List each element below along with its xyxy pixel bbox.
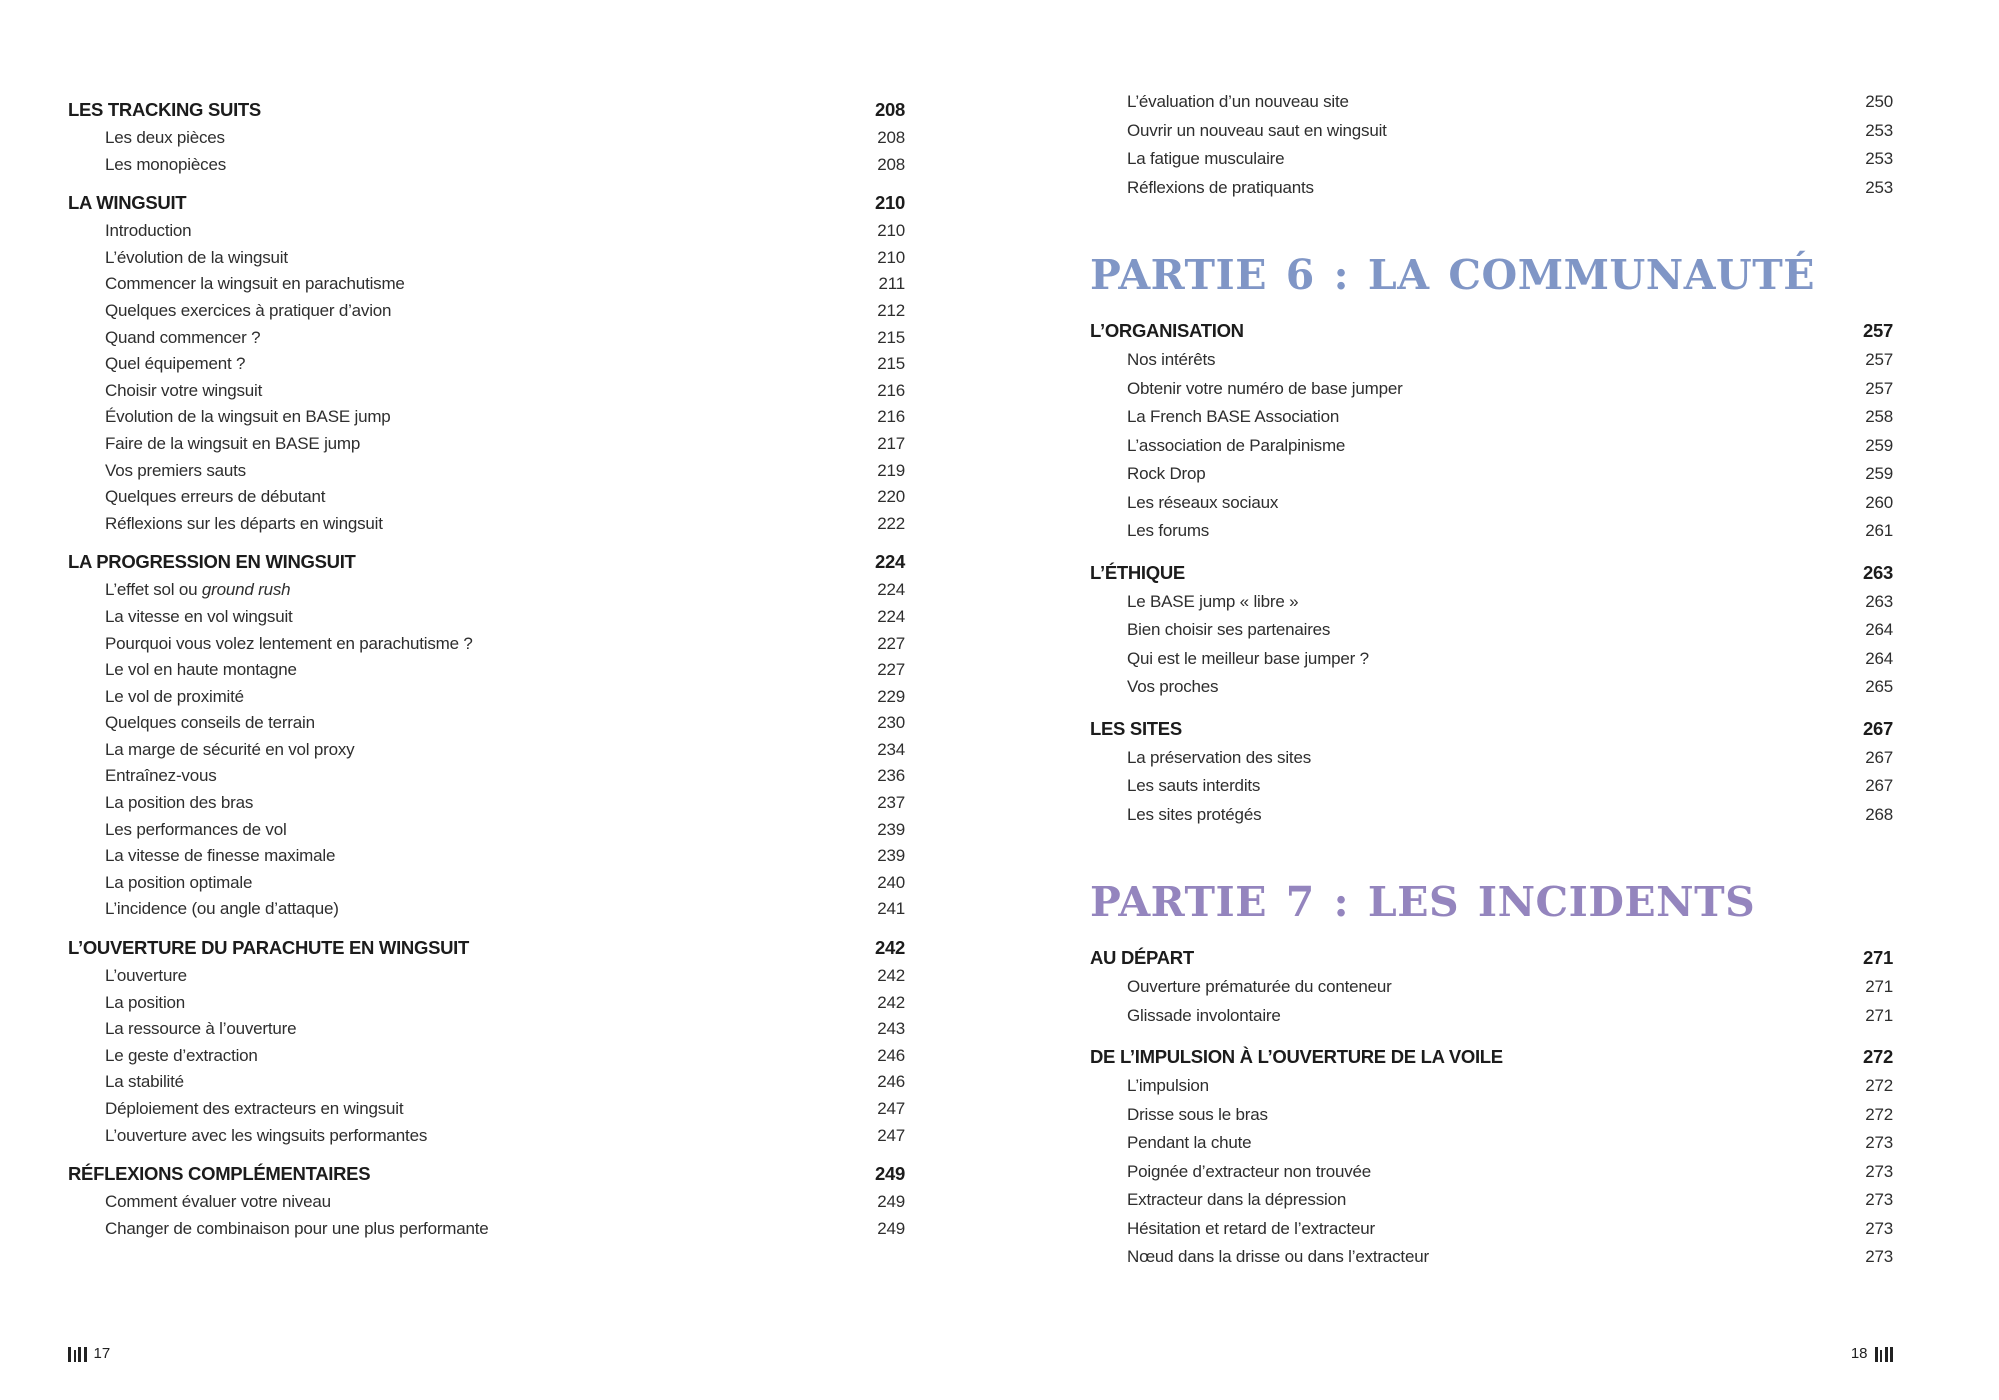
toc-entry-title: Changer de combinaison pour une plus performante (105, 1218, 489, 1238)
toc-entry-title: La ressource à l’ouverture (105, 1019, 297, 1039)
toc-entry-page: 271 (1865, 977, 1893, 996)
toc-entry-page: 271 (1865, 1005, 1893, 1025)
barcode-icon (1875, 1346, 1894, 1362)
toc-section-row (1090, 316, 1893, 346)
toc-entry-title: La position (105, 992, 186, 1012)
toc-entry-page: 210 (877, 221, 905, 241)
toc-entry-title: Pourquoi vous volez lentement en parachutisme ? (105, 633, 473, 653)
toc-entry-title: L’ouverture avec les wingsuits performantes (105, 1125, 428, 1145)
toc-entry-row (68, 737, 905, 764)
toc-entry-title: Ouvrir un nouveau saut en wingsuit (1127, 120, 1387, 140)
toc-entry-page: 259 (1865, 464, 1893, 483)
toc-entry-title: Évolution de la wingsuit en BASE jump (105, 407, 391, 427)
toc-entry-page: 264 (1865, 648, 1893, 668)
toc-section-page: 208 (875, 99, 905, 120)
toc-entry-page: 272 (1865, 1076, 1893, 1095)
toc-entry-page: 267 (1865, 747, 1893, 767)
toc-section-title: AU DÉPART (1090, 947, 1194, 968)
toc-entry-row (68, 271, 905, 298)
page-number-right: 18 (1850, 1345, 1868, 1362)
page-footer-right (1851, 1345, 1893, 1362)
toc-entry-row (68, 604, 905, 631)
toc-entry-title: L’effet sol ou ground rush (105, 580, 291, 600)
toc-entry-title: Vos proches (1127, 677, 1219, 696)
toc-entry-title: Les monopièces (105, 154, 226, 174)
toc-entry-title: Quand commencer ? (105, 327, 261, 347)
toc-entry-page: 265 (1865, 677, 1893, 696)
toc-entry-row (1090, 772, 1893, 801)
toc-section-title: L’ÉTHIQUE (1090, 561, 1185, 583)
toc-entry-title: L’évolution de la wingsuit (105, 247, 288, 267)
toc-entry-row (1090, 489, 1893, 518)
toc-entry-page: 258 (1865, 407, 1893, 426)
toc-entry-row (1090, 973, 1893, 1002)
toc-entry-page: 267 (1865, 776, 1893, 795)
toc-entry-row (1090, 460, 1893, 489)
toc-entry-title: Le BASE jump « libre » (1127, 591, 1299, 611)
toc-entry-title: Quelques exercices à pratiquer d’avion (105, 300, 392, 320)
toc-entry-page: 249 (877, 1192, 905, 1212)
toc-section-title: DE L’IMPULSION À L’OUVERTURE DE LA VOILE (1090, 1046, 1503, 1067)
toc-section-page: 257 (1863, 320, 1893, 341)
toc-entry-row (68, 1096, 905, 1123)
toc-entry-row (68, 1189, 905, 1216)
toc-entry-page: 273 (1865, 1133, 1893, 1152)
toc-entry-page: 224 (877, 580, 905, 600)
toc-entry-row (1090, 588, 1893, 617)
toc-entry-row (1090, 673, 1893, 702)
toc-entry-page: 216 (877, 380, 905, 400)
toc-entry-row (68, 870, 905, 897)
toc-entry-page: 246 (877, 1045, 905, 1065)
toc-section-page: 224 (875, 551, 905, 573)
toc-entry-row (68, 817, 905, 844)
toc-entry-row (68, 218, 905, 245)
toc-entry-row (1090, 1002, 1893, 1031)
toc-entry-page: 210 (877, 247, 905, 267)
toc-entry-page: 227 (877, 633, 905, 653)
toc-entry-row (1090, 403, 1893, 432)
page-right (1000, 0, 1999, 1400)
toc-entry-title: Comment évaluer votre niveau (105, 1192, 331, 1212)
toc-entry-title: Quelques conseils de terrain (105, 713, 315, 733)
toc-entry-page: 259 (1865, 435, 1893, 455)
toc-entry-title: Obtenir votre numéro de base jumper (1127, 378, 1403, 398)
toc-entry-page: 208 (877, 128, 905, 147)
toc-section-title: LES SITES (1090, 717, 1182, 739)
toc-entry-row (1090, 1158, 1893, 1187)
toc-entry-row (68, 1123, 905, 1150)
toc-entry-page: 216 (877, 407, 905, 427)
toc-entry-title: Entraînez-vous (105, 766, 217, 786)
toc-entry-title: L’impulsion (1127, 1076, 1209, 1095)
toc-section-row (1090, 558, 1893, 588)
toc-entry-title: Poignée d’extracteur non trouvée (1127, 1161, 1372, 1181)
toc-entry-row (1090, 801, 1893, 830)
toc-entry-title: Le vol en haute montagne (105, 660, 297, 680)
toc-entry-title: Rock Drop (1127, 464, 1206, 483)
toc-entry-row (1090, 117, 1893, 146)
toc-entry-page: 212 (877, 300, 905, 320)
toc-entry-title: La French BASE Association (1127, 407, 1340, 426)
toc-section-row (1090, 1042, 1893, 1072)
toc-entry-title: Ouverture prématurée du conteneur (1127, 977, 1392, 996)
toc-entry-title: Les forums (1127, 521, 1210, 540)
toc-entry-page: 250 (1865, 92, 1893, 111)
toc-entry-page: 217 (877, 433, 905, 453)
toc-entry-title: Drisse sous le bras (1127, 1104, 1268, 1124)
toc-entry-page: 222 (877, 513, 905, 533)
toc-entry-row (1090, 145, 1893, 174)
barcode-icon (68, 1346, 87, 1362)
toc-entry-page: 253 (1865, 149, 1893, 168)
toc-entry-row (1090, 616, 1893, 645)
toc-entry-title: Les sauts interdits (1127, 776, 1261, 795)
toc-entry-row (1090, 1129, 1893, 1158)
toc-entry-title: Hésitation et retard de l’extracteur (1127, 1218, 1375, 1238)
toc-entry-title: La position optimale (105, 872, 253, 892)
toc-entry-title: La vitesse en vol wingsuit (105, 606, 293, 626)
part-heading: PARTIE 6 : LA COMMUNAUTÉ (1090, 251, 1816, 299)
toc-left-column (68, 95, 905, 1242)
toc-entry-page: 273 (1865, 1190, 1893, 1209)
toc-section-page: 267 (1863, 717, 1893, 739)
toc-section-title: RÉFLEXIONS COMPLÉMENTAIRES (68, 1163, 371, 1185)
toc-entry-page: 239 (877, 846, 905, 866)
toc-entry-row (68, 963, 905, 990)
toc-entry-row (1090, 645, 1893, 674)
toc-entry-title: L’évaluation d’un nouveau site (1127, 92, 1349, 111)
toc-section-row (68, 547, 905, 577)
toc-entry-page: 273 (1865, 1218, 1893, 1238)
toc-entry-title: Réflexions sur les départs en wingsuit (105, 513, 383, 533)
toc-entry-title: Nos intérêts (1127, 350, 1216, 369)
toc-entry-row (1090, 1243, 1893, 1272)
toc-section-row (68, 1159, 905, 1189)
toc-entry-title: Les performances de vol (105, 819, 287, 839)
toc-section-page: 263 (1863, 561, 1893, 583)
toc-entry-row (68, 577, 905, 604)
toc-entry-row (68, 458, 905, 485)
toc-entry-page: 230 (877, 713, 905, 733)
toc-entry-title: Choisir votre wingsuit (105, 380, 263, 400)
toc-entry-page: 236 (877, 766, 905, 786)
toc-entry-row (68, 684, 905, 711)
toc-entry-title: Quel équipement ? (105, 354, 246, 374)
toc-entry-row (68, 378, 905, 405)
toc-entry-page: 273 (1865, 1161, 1893, 1181)
toc-entry-row (1090, 744, 1893, 773)
toc-entry-page: 215 (877, 354, 905, 374)
toc-entry-row (1090, 1101, 1893, 1130)
toc-entry-title: Les sites protégés (1127, 804, 1262, 824)
toc-section-row (68, 933, 905, 963)
toc-entry-page: 268 (1865, 804, 1893, 824)
toc-entry-page: 260 (1865, 492, 1893, 512)
toc-entry-title: Faire de la wingsuit en BASE jump (105, 433, 361, 453)
toc-entry-title: Extracteur dans la dépression (1127, 1190, 1347, 1209)
toc-entry-page: 237 (877, 793, 905, 813)
toc-entry-row (68, 152, 905, 179)
toc-entry-row (1090, 174, 1893, 203)
toc-entry-row (1090, 1215, 1893, 1244)
toc-entry-page: 219 (877, 460, 905, 480)
toc-entry-page: 247 (877, 1099, 905, 1118)
toc-entry-title: Glissade involontaire (1127, 1005, 1281, 1025)
toc-entry-row (68, 790, 905, 817)
toc-entry-page: 257 (1865, 378, 1893, 398)
toc-entry-title: Réflexions de pratiquants (1127, 177, 1314, 197)
toc-entry-title: La préservation des sites (1127, 747, 1311, 767)
toc-entry-row (68, 843, 905, 870)
toc-section-row (1090, 943, 1893, 973)
toc-entry-title: Les réseaux sociaux (1127, 492, 1279, 512)
toc-entry-page: 215 (877, 327, 905, 347)
toc-entry-row (68, 1069, 905, 1096)
part-heading: PARTIE 7 : LES INCIDENTS (1090, 878, 1756, 926)
toc-entry-page: 264 (1865, 620, 1893, 639)
toc-entry-row (68, 484, 905, 511)
toc-entry-page: 240 (877, 872, 905, 892)
toc-entry-title: La stabilité (105, 1072, 184, 1092)
toc-entry-title: L’ouverture (105, 966, 187, 986)
toc-right-column (1090, 88, 1893, 1272)
toc-section-title: LES TRACKING SUITS (68, 99, 261, 120)
toc-entry-title: Commencer la wingsuit en parachutisme (105, 274, 405, 294)
toc-entry-row (68, 763, 905, 790)
toc-entry-page: 253 (1865, 177, 1893, 197)
toc-entry-title: Vos premiers sauts (105, 460, 246, 480)
toc-entry-row (68, 1216, 905, 1243)
toc-entry-title: Le geste d’extraction (105, 1045, 258, 1065)
toc-entry-row (68, 298, 905, 325)
toc-entry-title: Introduction (105, 221, 192, 241)
toc-section-title: LA WINGSUIT (68, 192, 187, 214)
toc-entry-page: 243 (877, 1019, 905, 1039)
toc-entry-row (68, 896, 905, 923)
toc-entry-page: 261 (1865, 521, 1893, 540)
toc-entry-title: La position des bras (105, 793, 254, 813)
toc-entry-page: 242 (877, 966, 905, 986)
toc-entry-title-italic: ground rush (201, 580, 291, 600)
page-footer-left (68, 1345, 110, 1362)
toc-entry-page: 247 (877, 1125, 905, 1145)
toc-entry-page: 220 (877, 487, 905, 507)
toc-entry-page: 242 (877, 992, 905, 1012)
toc-entry-page: 246 (877, 1072, 905, 1092)
toc-entry-title: L’association de Paralpinisme (1127, 435, 1346, 455)
toc-entry-page: 224 (877, 606, 905, 626)
toc-entry-row (1090, 88, 1893, 117)
toc-entry-page: 211 (878, 274, 905, 294)
toc-entry-title: La fatigue musculaire (1127, 149, 1285, 168)
toc-entry-row (1090, 1072, 1893, 1101)
toc-entry-row (68, 710, 905, 737)
toc-entry-page: 229 (877, 686, 905, 706)
toc-entry-title: L’incidence (ou angle d’attaque) (105, 899, 339, 919)
toc-section-page: 271 (1863, 947, 1893, 968)
toc-entry-row (1090, 375, 1893, 404)
toc-section-page: 210 (875, 192, 905, 214)
toc-entry-page: 208 (877, 154, 905, 174)
toc-entry-page: 227 (877, 660, 905, 680)
toc-entry-row (1090, 432, 1893, 461)
toc-entry-title: Les deux pièces (105, 128, 225, 147)
toc-entry-title: Pendant la chute (1127, 1133, 1252, 1152)
toc-entry-page: 253 (1865, 120, 1893, 140)
toc-entry-row (1090, 517, 1893, 546)
toc-entry-row (68, 431, 905, 458)
toc-entry-page: 263 (1865, 591, 1893, 611)
toc-entry-row (1090, 346, 1893, 375)
toc-section-title: LA PROGRESSION EN WINGSUIT (68, 551, 356, 573)
toc-entry-row (68, 325, 905, 352)
toc-entry-page: 249 (877, 1218, 905, 1238)
toc-entry-page: 272 (1865, 1104, 1893, 1124)
toc-entry-row (68, 404, 905, 431)
toc-entry-row (68, 351, 905, 378)
toc-entry-title: Bien choisir ses partenaires (1127, 620, 1331, 639)
toc-entry-title: La vitesse de finesse maximale (105, 846, 336, 866)
toc-entry-title: Le vol de proximité (105, 686, 244, 706)
toc-entry-page: 239 (877, 819, 905, 839)
toc-entry-row (68, 1043, 905, 1070)
toc-section-row (1090, 714, 1893, 744)
toc-section-title: L’OUVERTURE DU PARACHUTE EN WINGSUIT (68, 937, 470, 959)
toc-entry-row (68, 990, 905, 1017)
toc-entry-title: Déploiement des extracteurs en wingsuit (105, 1099, 404, 1118)
toc-entry-page: 257 (1865, 350, 1893, 369)
toc-section-page: 242 (875, 937, 905, 959)
toc-section-page: 272 (1863, 1046, 1893, 1067)
toc-entry-row (1090, 1186, 1893, 1215)
toc-entry-row (68, 125, 905, 152)
toc-entry-title: Nœud dans la drisse ou dans l’extracteur (1127, 1247, 1429, 1266)
toc-entry-page: 241 (877, 899, 905, 919)
toc-section-title: L’ORGANISATION (1090, 320, 1244, 341)
toc-entry-row (68, 657, 905, 684)
toc-entry-row (68, 245, 905, 272)
toc-section-page: 249 (875, 1163, 905, 1185)
toc-entry-page: 234 (877, 739, 905, 759)
toc-entry-title: La marge de sécurité en vol proxy (105, 739, 355, 759)
toc-section-row (68, 95, 905, 125)
toc-entry-row (68, 631, 905, 658)
toc-entry-title: Quelques erreurs de débutant (105, 487, 326, 507)
toc-entry-row (68, 1016, 905, 1043)
toc-entry-title: Qui est le meilleur base jumper ? (1127, 648, 1369, 668)
page-number-left: 17 (93, 1345, 111, 1362)
toc-entry-row (68, 511, 905, 538)
toc-entry-page: 273 (1865, 1247, 1893, 1266)
toc-section-row (68, 188, 905, 218)
